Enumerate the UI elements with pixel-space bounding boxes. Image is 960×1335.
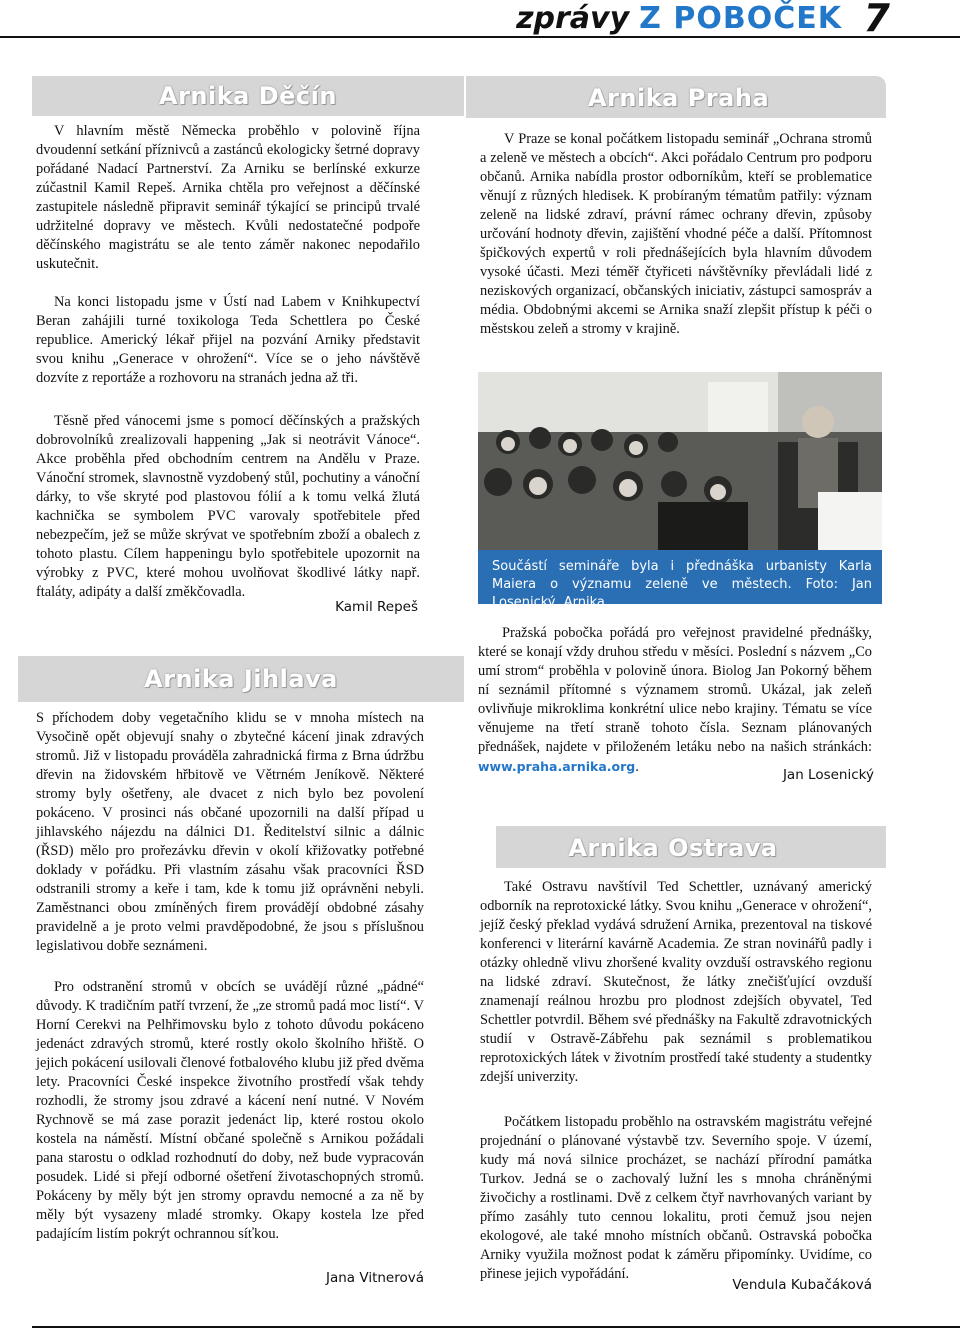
praha-link-suffix: . bbox=[635, 759, 639, 775]
jihlava-signature: Jana Vitnerová bbox=[326, 1270, 424, 1286]
header-title-pobocek: Z POBOČEK bbox=[639, 0, 842, 36]
ostrava-paragraph: Počátkem listopadu proběhlo na ostravském magistrátu veřejné projednání o plánované výstavbě tzv. Severního spoje. V území, kudy má nová silnice procházet, se nachází přírodní památka Turkov. Jedná se o zachovalý lužní les s mnoha chráněnými živočichy a rostlinami. Dvě z celkem čtyř navrhovaných variant by přímo zasáhly tuto cennou lokalitu, proti čemuž jsou nejen ekologové, ale také mnoho místních občanů. Ostravská pobočka Arniky využila možnost podat k záměru připomínky. Uvidíme, co přinese jejich vypořádání. bbox=[480, 1114, 872, 1282]
page-number: 7 bbox=[863, 0, 890, 40]
praha-paragraph: V Praze se konal počátkem listopadu seminář „Ochrana stromů a zeleně ve městech a obcích“. Akci pořádalo Centrum pro podporu občanů. Arnika nabídla prostor odborníkům, kteří se problematice věnují z různých hledisek. K probíraným tématům patřily: význam zeleně na lidské zdraví, právní rámec ochrany dřevin, způsoby určování hodnoty dřevin, zajištění vhodné péče a další. Přítomnost špičkových expertů v roli přednášejících byla hlavním důvodem vysoké účasti. Mezi téměř čtyřiceti návštěvníky převládali lidé z neziskových organizací, občanských iniciativ, zástupci samospráv a média. Obdobnými akcemi se Arnika snaží zlepšit přístup k péči o městskou zeleň a stromy v krajině. bbox=[480, 131, 872, 337]
header-title-zpravy: zprávy bbox=[516, 0, 630, 36]
jihlava-section-title: Arnika Jihlava bbox=[144, 665, 338, 693]
ostrava-signature: Vendula Kubačáková bbox=[732, 1277, 872, 1293]
bottom-rule bbox=[32, 1326, 960, 1328]
jihlava-paragraph: S příchodem doby vegetačního klidu se v mnoha místech na Vysočině opět objevují snahy o zbytečné kácení jinak zdravých stromů. Již v listopadu prováděla zahradnická firma z Brna údržbu dřevin na židovském hřbitově ve Větrném Jeníkově. Některé stromy byly ošetřeny, ale dvacet z nich bylo bez povolení pokáceno. V prosinci nás občané upozornili na další případ u jihlavského nájezdu na dálnici D1. Ředitelství silnic a dálnic (ŘSD) mělo pro prořezávku dřevin v okolí křižovatky potřebné doklady v pořádku. Při vlastním zásahu však pracovníci ŘSD odstranili stromy a keře i tam, kde k tomu již oprávněni nebyli. Zaměstnanci obou zmíněných firem provádějí obdobné zásahy pravidelně a je proto velmi pravděpodobné, že jsou s příslušnou legislativou dobře seznámeni. bbox=[36, 710, 424, 954]
praha-paragraph-text: Pražská pobočka pořádá pro veřejnost pravidelné přednášky, které se konají vždy druhou středu v měsíci. Poslední s názvem „Co umí strom“ proběhla v polovině února. Biolog Jan Pokorný během ní seznámil přítomné s významem stromů. Ukázal, jak zeleň ovlivňuje mikroklima konkrétní ulice nebo krajiny. Tématu se více věnujeme na třetí straně tohoto čísla. Seznam plánovaných přednášek, najdete v přiloženém letáku nebo na našich stránkách: bbox=[478, 625, 872, 755]
ostrava-section-title: Arnika Ostrava bbox=[568, 834, 778, 862]
decin-paragraph: Těsně před vánocemi jsme s pomocí děčínských a pražských dobrovolníků zrealizovali happening „Jak si neotrávit Vánoce“. Akce proběhla před obchodním centrem na Andělu v Praze. Vánoční stromek, slavnostně vyzdobený stůl, pochutiny a vánoční dárky, to vše skryté pod plastovou fólií a k tomu velká žlutá kachnička se symbolem PVC varovaly spotřebitele před nebezpečím, jež se může skrývat ve spotřebním zboží a obalech z tohoto plastu. Cílem happeningu bylo spotřebitele upozornit na výrobky z PVC, které mohou uvolňovat škodlivé látky např. ftaláty, adipáty a další změkčovadla. bbox=[36, 413, 420, 600]
ostrava-paragraph: Také Ostravu navštívil Ted Schettler, uznávaný americký odborník na reprotoxické látky. Svou knihu „Generace v ohrožení“, jejíž český překlad vydává sdružení Arnika, prezentoval na tiskové konferenci v literární kavárně Academia. Ze stran novinářů padly i otázky ohledně vlivu zhoršené kvality ovzduší ostravského regionu na lidské zdraví. Skutečnost, že látky znečišťující ovzduší znamenají reálnou hrozbu pro plodnost zdejších obyvatel, Ted Schettler potvrdil. Během své přednášky na Fakultě zdravotnických studií v Ostravě-Zábřehu pak seznámil s problematikou reprotoxických látek v životním prostředí také studenty a studentky zdejší univerzity. bbox=[480, 879, 872, 1085]
jihlava-text bbox=[36, 709, 424, 1244]
praha-section-title: Arnika Praha bbox=[588, 84, 770, 112]
page-header bbox=[516, 0, 842, 36]
decin-signature: Kamil Repeš bbox=[335, 599, 418, 615]
praha-paragraph bbox=[478, 624, 872, 777]
praha-website-link[interactable]: www.praha.arnika.org bbox=[478, 759, 636, 774]
decin-paragraph: V hlavním městě Německa proběhlo v polovině října dvoudenní setkání příznivců a zastánců ekologicky šetrné dopravy pořádané Nadací Partnerství. Za Arniku se berlínské exkurze zúčastnil Kamil Repeš. Arnika chtěla pro veřejnost a děčínské zastupitele následně připravit seminář týkající se principů trvalé udržitelné dopravy ve městech. Kvůli nedostatečné podpoře děčínského magistrátu se ale tento záměr nakonec nepodařilo uskutečnit. bbox=[36, 123, 420, 272]
ostrava-text bbox=[480, 878, 872, 1284]
praha-signature: Jan Losenický bbox=[782, 767, 874, 783]
seminar-photo-illustration bbox=[478, 372, 882, 550]
praha-text-2 bbox=[478, 624, 872, 777]
decin-text bbox=[36, 122, 420, 602]
decin-paragraph: Na konci listopadu jsme v Ústí nad Labem v Knihkupectví Beran zahájili turné toxikologa Teda Schettlera po České republice. Americký lékař přijel na pozvání Arniky představit svou knihu „Generace v ohrožení“. Více se o jeho návštěvě dozvíte z reportáže a rozhovoru na stranách jedna až tři. bbox=[36, 294, 420, 386]
jihlava-paragraph: Pro odstranění stromů v obcích se uvádějí různé „pádné“ důvody. K tradičním patří tvrzení, že „ze stromů padá moc listí“. V Horní Cerekvi na Pelhřimovsku bylo z tohoto důvodu pokáceno jedenáct zdravých stromů, které rostly okolo školního hřiště. O jejich pokácení usilovali členové fotbalového klubu již před dvěma lety. Pracovníci České inspekce životního prostředí však tehdy rozhodli, že stromy jsou zdravé a kácení není nutné. V Novém Rychnově se má zase porazit jedenáct lip, které rostou okolo kostela na náměstí. Místní občané společně s Arnikou požádali pana starostu o odklad rozhodnutí do doby, než bude vypracován posudek. Lidé si přejí odborné ošetření životaschopných stromů. Pokáceny by měly být jen stromy opravdu nemocné a za ně by měly být vysazeny mladé stromky. Okapy kostela lze před padajícím listím pokrýt ochrannou síťkou. bbox=[36, 979, 424, 1242]
praha-text bbox=[480, 130, 872, 339]
seminar-photo bbox=[478, 372, 882, 550]
header-rule bbox=[0, 36, 960, 38]
photo-caption: Součástí semináře byla i přednáška urbanisty Karla Maiera o významu zeleně ve městech. Foto: Jan Losenický, Arnika bbox=[478, 550, 882, 604]
decin-section-title: Arnika Děčín bbox=[159, 82, 337, 110]
